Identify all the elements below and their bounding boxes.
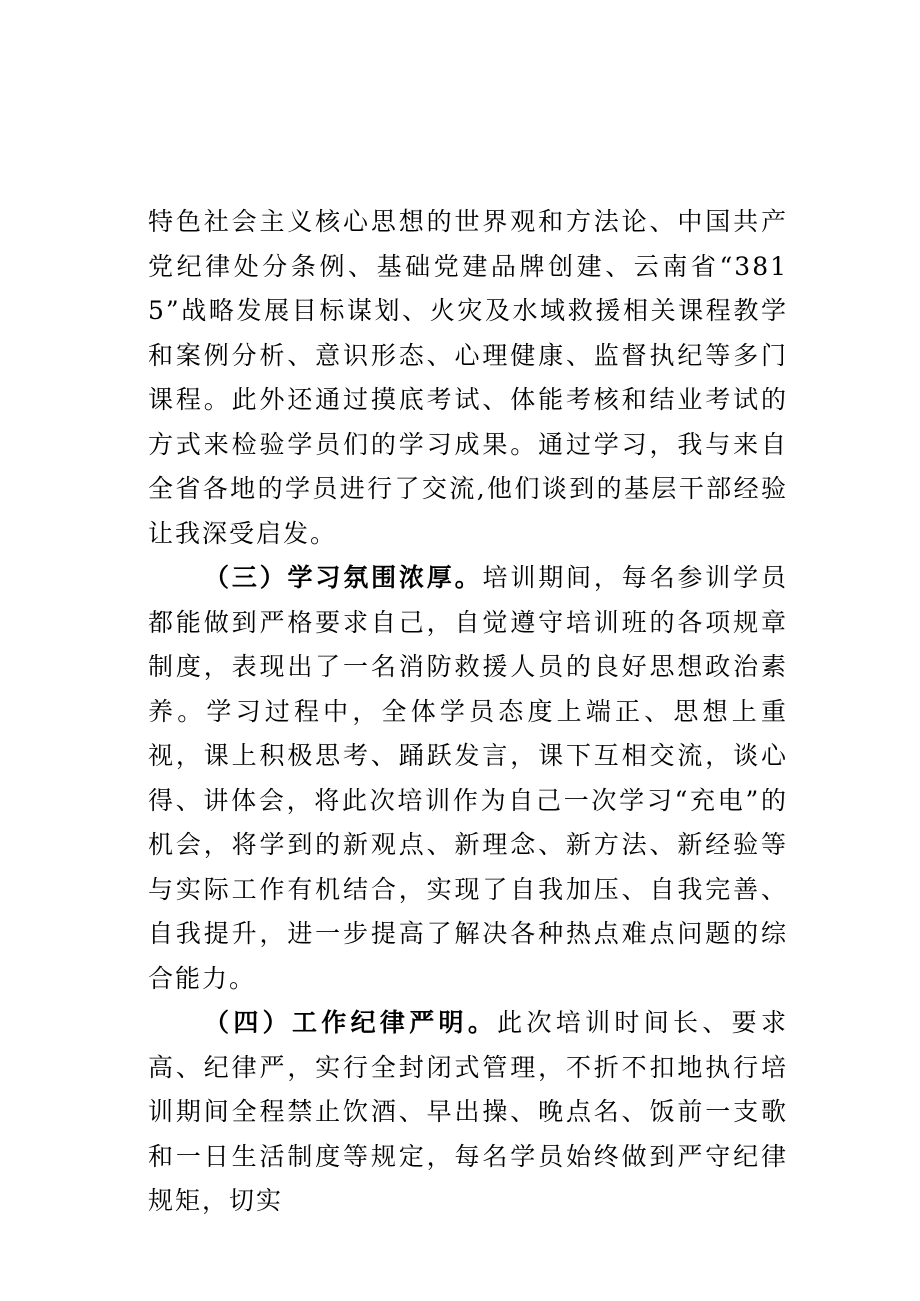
paragraph-work-discipline [148,1001,788,1224]
section-heading-work-discipline: （四）工作纪律严明。 [204,1008,498,1037]
paragraph-text: 培训期间，每名参训学员都能做到严格要求自己，自觉遵守培训班的各项规章制度，表现出了一名消防救援人员的良好思想政治素养。学习过程中，全体学员态度上端正、思想上重视，课上积极思考、踊跃发言，课下互相交流，谈心得、讲体会，将此次培训作为自己一次学习“充电”的机会，将学到的新观点、新理念、新方法、新经验等与实际工作有机结合，实现了自我加压、自我完善、自我提升，进一步提高了解决各种热点难点问题的综合能力。 [148,563,788,993]
paragraph-text: 特色社会主义核心思想的世界观和方法论、中国共产党纪律处分条例、基础党建品牌创建、云南省“3815”战略发展目标谋划、火灾及水域救援相关课程教学和案例分析、意识形态、心理健康、监督执纪等多门课程。此外还通过摸底考试、体能考核和结业考试的方式来检验学员们的学习成果。通过学习，我与来自全省各地的学员进行了交流,他们谈到的基层干部经验让我深受启发。 [148,207,788,548]
section-heading-study-atmosphere: （三）学习氛围浓厚。 [204,563,483,592]
paragraph-continued [148,200,788,556]
document-body [148,200,788,1224]
paragraph-study-atmosphere [148,556,788,1001]
paragraph-text: 此次培训时间长、要求高、纪律严，实行全封闭式管理，不折不扣地执行培训期间全程禁止饮酒、早出操、晚点名、饭前一支歌和一日生活制度等规定，每名学员始终做到严守纪律规矩，切实 [148,1008,788,1215]
